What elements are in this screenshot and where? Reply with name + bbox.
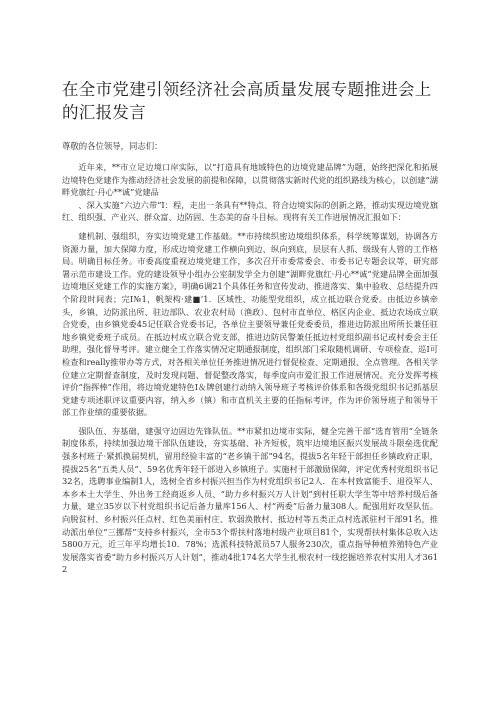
paragraph-intro-continued: 、深入实施“六边六带”I：程，走出一条具有**特点、符合边境实际的创新之路，推动实现边境党旗红、组织强、产业兴、群众富、边防固、生态美的奋斗目标。现将有关工作进展情况汇报如下：: [62, 199, 438, 223]
paragraph-team: 强队伍、夯基础，建强守边固边先锋队伍。**市紧扣边境市实际，健全完善干部“选育管用”全链条制度体系，持续加强边境干部队伍建设，夯实基础、补齐短板，筑牢边境地区振兴发展战斗限垒选优配强多村班子·紧抓换届契机，留用经验丰富的“老乡镇干部”94名，提拔5名年轻干部担任乡镇政府正职，提拔25名“五类人员”、59名优秀年轻干部进入乡镇班子。实施村干部激励保障，评定优秀村党组织书记32名，选聘事业编制1人，选树全省乡村振兴担当作为村党组织书记2人．在本村致富能手、退役军人、本乡本土大学生、外出务工经商返乡人员、“助力乡村振兴万人计划”到村任职大学生等中培养村级后备力量，建立35岁以下村党组织书记后备力量库156人、村“两委”后备力量308人。配强用好攻坚队伍。向脱贫村、乡村振兴任点村、红色美丽村庄、软弱涣散村、抵边村等五类正点村选派驻村干部91名，推动派出单位“三挪帮”支持乡村振兴，全市53个帮扶村落地村级产业项目81个，实现帮扶村集体总收入达5800万元，近三年平均增长10．78%；选派科技特派员57人服务230次，重点指导种植养殖特色产业发展落实省委“助力乡村振兴万人计划”，推动4批174名大学生扎根农村一线挖掘培养农村实用人才3612: [62, 425, 438, 575]
paragraph-intro: 近年来，**市立足边境口岸实际，以“打造具有地域特色的边境党建品牌”为题，始终把深化和拓展边境特色党建作为推动经济社会发展的前提和保障，以贯彻落实新时代党的组织路线为核心，以创建“湖畔党旗红·丹心**诚”党建品: [62, 162, 438, 198]
salutation: 尊敬的各位领导，同志们：: [62, 141, 163, 151]
paragraph-mechanism: 建机制、强组织，夯实边境党建工作基础。**市持续织密边境组织体系，科学统筹谋划，协调各方资源力量，加大保障力度，形成边境党建工作横向到边、纵向到底，层层有人抓、级级有人管的工作格局。明确目标任务。市委高度重视边境党建工作，多次召开市委常委会、市委书记专题会议等，研究部署示范市建设工作。党的建设领导小组办公室制发学全力创建“湖畔党旗红·丹心**诚”党建品牌全面加强边境地区党建工作的实施方案》，明确6调21个具体任务和宣传发动、推进落实、集中验收、总结提升四个阶段时间表；完I№1，帆架构·建■’1．区域性、功能型党组织，成立抵边联合党委。由抵边乡镇牵头，乡镇、边防派出所、驻边部队、农业农村局（渔政）、包村市直单位、格区内企业、抵边农场成立联合党委，由乡镇党委45记任联合党委书记，各单位主要领导兼任党委委员，推进边防派出所所长兼任驻地乡镇党委班子成员。在抵边村成立联合党支部，推进边防民警兼任抵边村党组织副书记或村委会主任助理，强化督导考评。建立健全工作落实情况定期通报制度，组织部门采取随机调研、专项检查、巡I可检查和really推带办等方式，对各相关单位任务推进情况进行督促检查、定期通报、全点管理。各相关学位建立定期督查制度，及时发现问题、督促整改落实，每季度向市爱汇报工作进展情况。充分发挥考核评价“指挥棒”作用，将边境党建特色I＆牌创建行动纳入领导班子考核评价体系和各级党组织书记抓基层党建专项述职评议重要内容，纳入乡（镇）和市直机关主要的任指标考评，作为评价领导班子和领导干部工作业绩的重要依据。: [62, 230, 438, 418]
document-title: 在全市党建引领经济社会高质量发展专题推进会上的汇报发言: [62, 80, 432, 122]
